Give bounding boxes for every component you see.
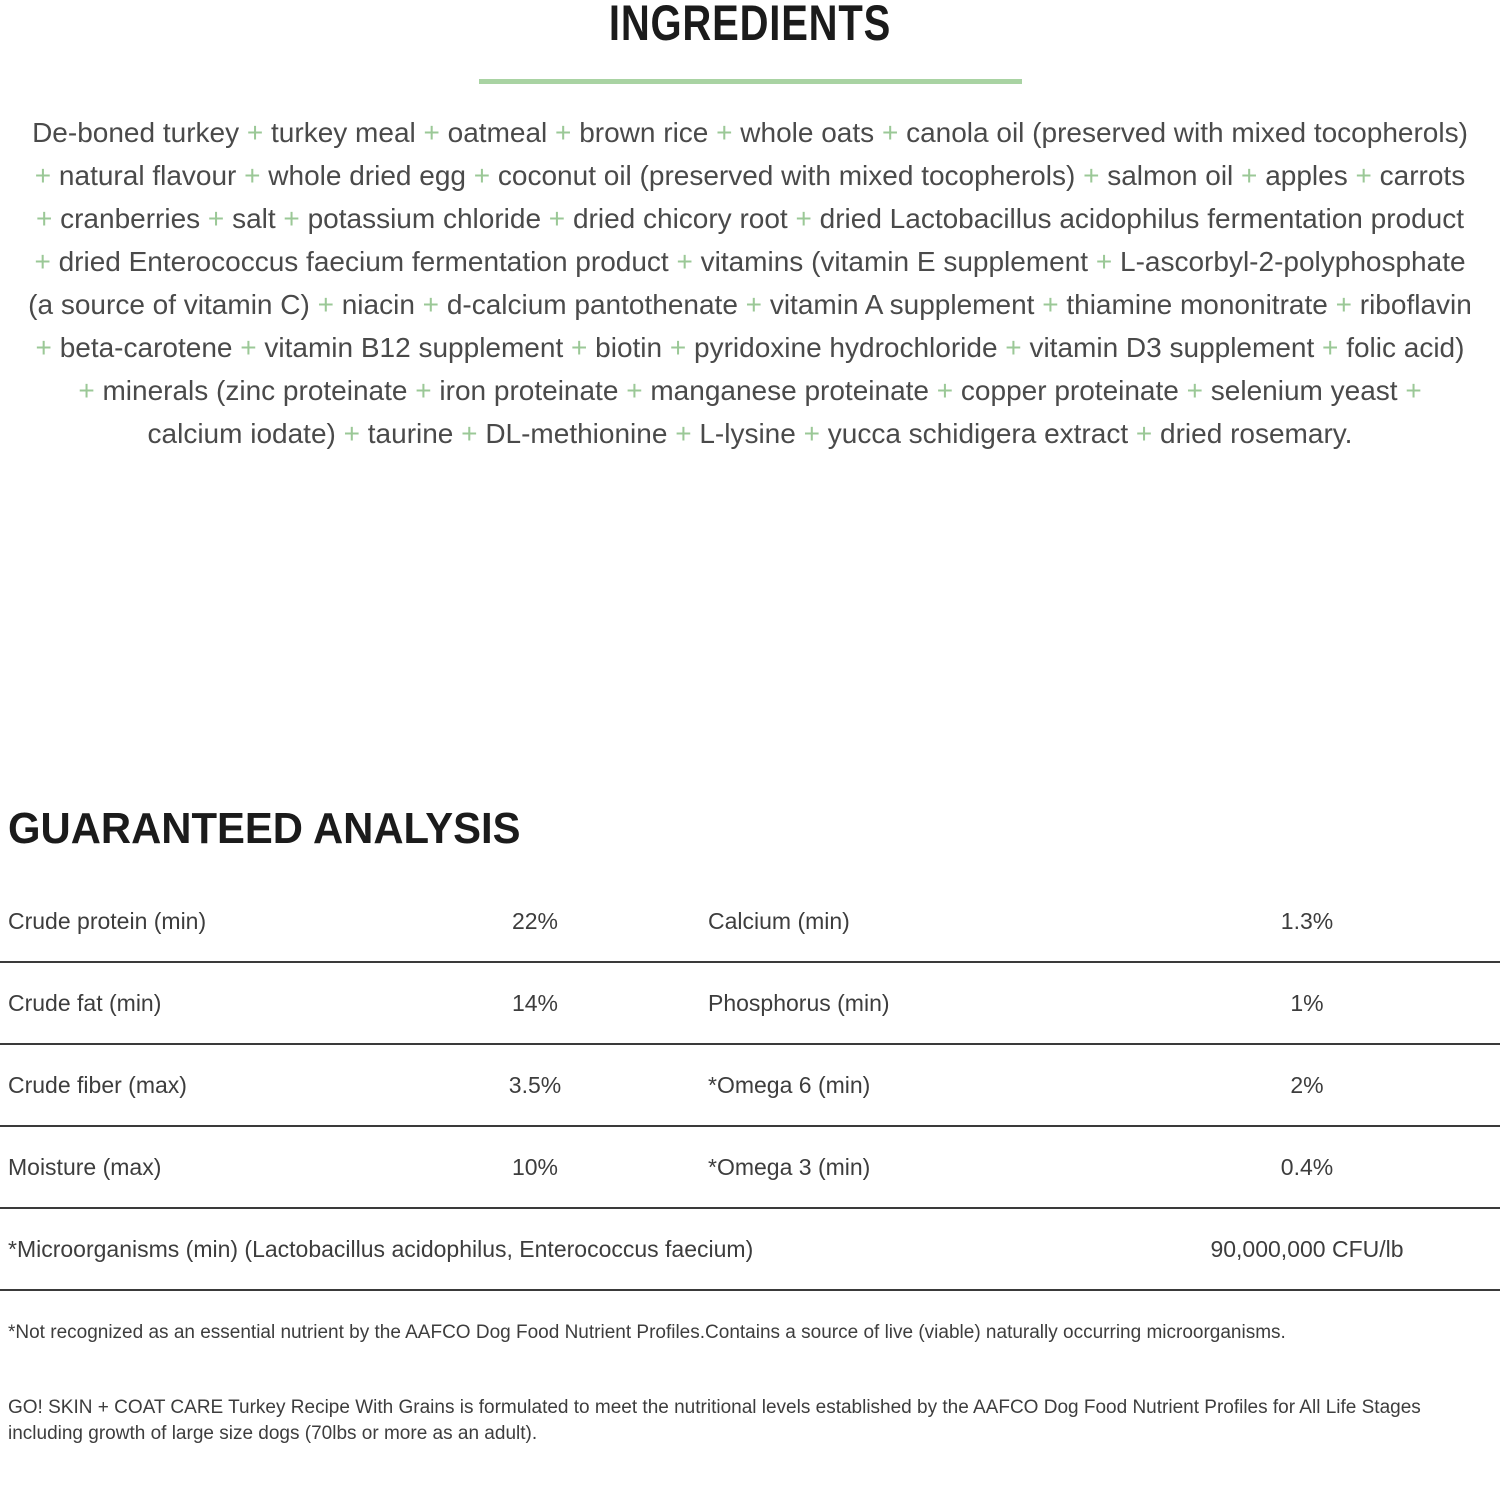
plus-separator: + — [618, 375, 651, 406]
analysis-value: 0.4% — [1280, 1153, 1334, 1180]
ingredient: potassium chloride — [307, 203, 542, 234]
ingredient: selenium yeast — [1210, 375, 1398, 406]
ingredient: coconut oil (preserved with mixed tocopherols) — [497, 160, 1076, 191]
analysis-table — [0, 881, 1500, 1291]
analysis-row — [0, 881, 1500, 963]
ingredient: whole dried egg — [268, 160, 466, 191]
analysis-value: 14% — [511, 989, 559, 1016]
plus-separator: + — [200, 203, 233, 234]
ingredient: carrots — [1379, 160, 1466, 191]
plus-separator: + — [232, 332, 265, 363]
analysis-title: GUARANTEED ANALYSIS — [8, 804, 521, 853]
plus-separator: + — [1347, 160, 1380, 191]
analysis-row — [0, 1127, 1500, 1209]
ingredient: vitamins (vitamin E supplement — [700, 246, 1089, 277]
ingredient: salt — [232, 203, 276, 234]
analysis-value: 1% — [1290, 989, 1324, 1016]
ingredient: pyridoxine hydrochloride — [694, 332, 998, 363]
ingredient: natural flavour — [58, 160, 237, 191]
ingredient: salmon oil — [1107, 160, 1234, 191]
plus-separator: + — [667, 418, 700, 449]
plus-separator: + — [787, 203, 820, 234]
ingredient: dried Lactobacillus acidophilus fermentation product — [819, 203, 1465, 234]
plus-separator: + — [662, 332, 695, 363]
plus-separator: + — [236, 160, 269, 191]
plus-separator: + — [547, 117, 580, 148]
analysis-value: 1.3% — [1280, 907, 1334, 934]
ingredients-title: INGREDIENTS — [608, 0, 892, 51]
ingredient: minerals (zinc proteinate — [102, 375, 408, 406]
ingredient: beta-carotene — [59, 332, 233, 363]
ingredient: taurine — [367, 418, 454, 449]
analysis-label: Calcium (min) — [708, 907, 850, 934]
plus-separator: + — [407, 375, 440, 406]
plus-separator: + — [795, 418, 828, 449]
ingredient: folic acid) — [1346, 332, 1465, 363]
plus-separator: + — [1327, 289, 1360, 320]
ingredient: manganese proteinate — [650, 375, 929, 406]
ingredient: L-ascorbyl-2-polyphosphate (a source of vitamin C) — [28, 246, 1466, 320]
plus-separator: + — [929, 375, 961, 406]
plus-separator: + — [874, 117, 907, 148]
plus-separator: + — [668, 246, 701, 277]
analysis-row — [0, 963, 1500, 1045]
ingredient: cranberries — [60, 203, 201, 234]
ingredient: brown rice — [579, 117, 709, 148]
plus-separator: + — [1314, 332, 1347, 363]
ingredient: biotin — [595, 332, 663, 363]
plus-separator: + — [415, 117, 448, 148]
ingredient: apples — [1265, 160, 1348, 191]
ingredient: whole oats — [740, 117, 875, 148]
plus-separator: + — [34, 160, 59, 191]
plus-separator: + — [465, 160, 498, 191]
ingredient: calcium iodate) — [147, 418, 336, 449]
analysis-label: Crude protein (min) — [8, 907, 207, 934]
plus-separator: + — [737, 289, 770, 320]
ingredient: vitamin B12 supplement — [264, 332, 564, 363]
analysis-value: 10% — [511, 1153, 559, 1180]
ingredient: yucca schidigera extract — [827, 418, 1129, 449]
ingredient: niacin — [341, 289, 415, 320]
ingredient: iron proteinate — [439, 375, 619, 406]
analysis-label: *Omega 6 (min) — [708, 1071, 871, 1098]
analysis-row — [0, 1045, 1500, 1127]
plus-separator: + — [1088, 246, 1121, 277]
plus-separator: + — [309, 289, 342, 320]
plus-separator: + — [708, 117, 741, 148]
plus-separator: + — [78, 375, 103, 406]
analysis-label: *Omega 3 (min) — [708, 1153, 871, 1180]
analysis-row-microorganisms — [0, 1209, 1500, 1291]
plus-separator: + — [35, 332, 60, 363]
analysis-label: Moisture (max) — [8, 1153, 162, 1180]
plus-separator: + — [414, 289, 447, 320]
plus-separator: + — [453, 418, 486, 449]
ingredient: vitamin A supplement — [769, 289, 1035, 320]
plus-separator: + — [1397, 375, 1422, 406]
plus-separator: + — [1034, 289, 1067, 320]
plus-separator: + — [563, 332, 596, 363]
analysis-value: 90,000,000 CFU/lb — [1210, 1235, 1404, 1262]
ingredient: copper proteinate — [960, 375, 1179, 406]
plus-separator: + — [335, 418, 368, 449]
analysis-value: 2% — [1290, 1071, 1324, 1098]
plus-separator: + — [1128, 418, 1161, 449]
analysis-label: Phosphorus (min) — [708, 989, 890, 1016]
ingredient: dried rosemary. — [1160, 418, 1353, 449]
ingredient: canola oil (preserved with mixed tocopherols) — [906, 117, 1468, 148]
plus-separator: + — [275, 203, 308, 234]
ingredient: DL-methionine — [485, 418, 668, 449]
plus-separator: + — [1233, 160, 1266, 191]
plus-separator: + — [997, 332, 1030, 363]
ingredient: oatmeal — [447, 117, 548, 148]
analysis-label: Crude fat (min) — [8, 989, 162, 1016]
ingredient: dried chicory root — [572, 203, 788, 234]
analysis-label: Crude fiber (max) — [8, 1071, 187, 1098]
ingredient: riboflavin — [1359, 289, 1472, 320]
ingredient: thiamine mononitrate — [1066, 289, 1328, 320]
footnote-formulation-statement: GO! SKIN + COAT CARE Turkey Recipe With Grains is formulated to meet the nutritional levels established by the AAFCO Dog Food Nutrient Profiles for All Life Stages including growth of large size dogs (70lbs or more as an adult). — [8, 1397, 1421, 1444]
plus-separator: + — [541, 203, 573, 234]
analysis-value: 3.5% — [508, 1071, 562, 1098]
ingredient: turkey meal — [271, 117, 416, 148]
plus-separator: + — [1178, 375, 1211, 406]
ingredient: d-calcium pantothenate — [446, 289, 738, 320]
analysis-label: *Microorganisms (min) (Lactobacillus acidophilus, Enterococcus faecium) — [8, 1235, 754, 1262]
plus-separator: + — [35, 203, 61, 234]
plus-separator: + — [34, 246, 59, 277]
ingredient: vitamin D3 supplement — [1029, 332, 1315, 363]
plus-separator: + — [239, 117, 272, 148]
ingredient: L-lysine — [699, 418, 796, 449]
ingredients-divider — [479, 79, 1022, 84]
ingredients-text — [0, 111, 1500, 455]
plus-separator: + — [1075, 160, 1108, 191]
footnote-aafco-nutrient: *Not recognized as an essential nutrient by the AAFCO Dog Food Nutrient Profiles.Contains a source of live (viable) naturally occurring microorganisms. — [8, 1322, 1286, 1343]
ingredient: De-boned turkey — [32, 117, 240, 148]
analysis-value: 22% — [511, 907, 559, 934]
ingredient: dried Enterococcus faecium fermentation product — [58, 246, 669, 277]
